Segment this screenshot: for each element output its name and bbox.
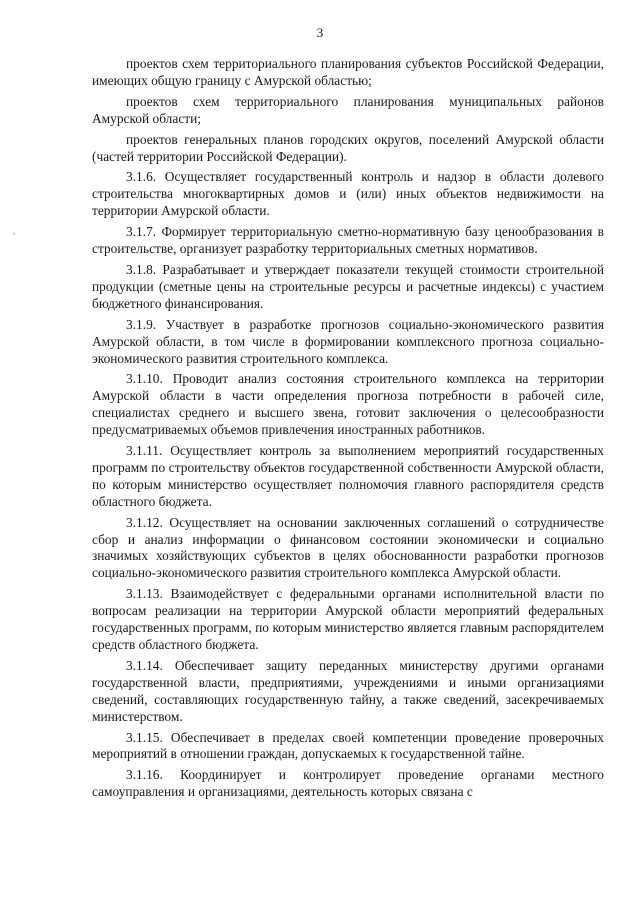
- document-body: [92, 56, 604, 805]
- paragraph-3-1-14: 3.1.14. Обеспечивает защиту переданных министерству другими органами государственной власти, предприятиями, учреждениями и иными организациями сведений, составляющих государственную тайну, а также сведений, засекречиваемых министерством.: [92, 657, 604, 724]
- paragraph-3-1-8: 3.1.8. Разрабатывает и утверждает показатели текущей стоимости строительной продукции (сметные цены на строительные ресурсы и расчетные индексы) с участием бюджетного финансирования.: [92, 261, 604, 311]
- paragraph-3-1-16: 3.1.16. Координирует и контролирует проведение органами местного самоуправления и организациями, деятельность которых связана с: [92, 767, 604, 800]
- margin-mark: ʾ: [12, 230, 16, 244]
- paragraph-3-1-15: 3.1.15. Обеспечивает в пределах своей компетенции проведение проверочных мероприятий в отношении граждан, допускаемых к государственной тайне.: [92, 729, 604, 762]
- paragraph: проектов схем территориального планирования муниципальных районов Амурской области;: [92, 93, 604, 126]
- paragraph-3-1-12: 3.1.12. Осуществляет на основании заключенных соглашений о сотрудничестве сбор и анализ информации о финансовом состоянии экономически и социально значимых хозяйствующих субъектов в целях обоснованности разработки прогнозов социально-экономического развития строительного комплекса Амурской области.: [92, 514, 604, 581]
- paragraph: проектов генеральных планов городских округов, поселений Амурской области (частей территории Российской Федерации).: [92, 131, 604, 164]
- paragraph-3-1-9: 3.1.9. Участвует в разработке прогнозов социально-экономического развития Амурской области, в том числе в формировании комплексного прогноза социально-экономического развития строительного комплекса.: [92, 316, 604, 366]
- page-number: 3: [316, 25, 324, 40]
- paragraph: проектов схем территориального планирования субъектов Российской Федерации, имеющих общую границу с Амурской областью;: [92, 56, 604, 88]
- paragraph-3-1-7: 3.1.7. Формирует территориальную сметно-нормативную базу ценообразования в строительстве, организует разработку территориальных сметных нормативов.: [92, 224, 604, 257]
- paragraph-3-1-13: 3.1.13. Взаимодействует с федеральными органами исполнительной власти по вопросам реализации на территории Амурской области мероприятий федеральных государственных программ, по которым министерство является главным распорядителем средств областного бюджета.: [92, 586, 604, 652]
- paragraph-3-1-11: 3.1.11. Осуществляет контроль за выполнением мероприятий государственных программ по строительству объектов государственной собственности Амурской области, по которым министерство осуществляет полномочия главного распорядителя средств областного бюджета.: [92, 443, 604, 509]
- paragraph-3-1-10: 3.1.10. Проводит анализ состояния строительного комплекса на территории Амурской области в части определения прогноза потребности в рабочей силе, специалистах среднего и высшего звена, готовит заключения о целесообразности предусматриваемых объемов привлечения иностранных работников.: [92, 371, 604, 438]
- paragraph-3-1-6: 3.1.6. Осуществляет государственный контроль и надзор в области долевого строительства многоквартирных домов и (или) иных объектов недвижимости на территории Амурской области.: [92, 169, 604, 219]
